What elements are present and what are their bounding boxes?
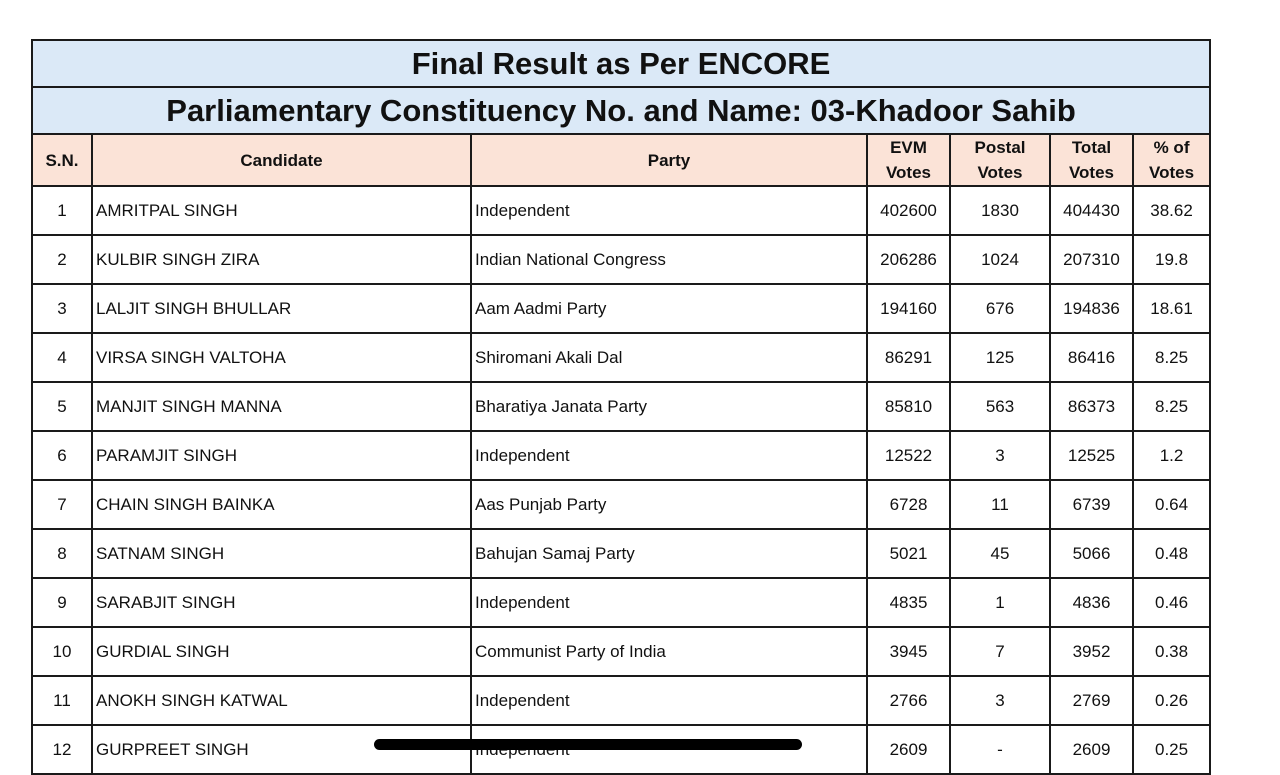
cell-evm-votes: 2766 [867,676,950,725]
cell-candidate: SARABJIT SINGH [92,578,471,627]
cell-sn: 2 [32,235,92,284]
cell-sn: 10 [32,627,92,676]
table-row [32,382,1210,431]
cell-party: Independent [471,578,867,627]
cell-percent-votes: 0.25 [1133,725,1210,774]
cell-total-votes: 2769 [1050,676,1133,725]
cell-sn: 12 [32,725,92,774]
cell-sn: 1 [32,186,92,235]
cell-sn: 3 [32,284,92,333]
cell-candidate: LALJIT SINGH BHULLAR [92,284,471,333]
header-percent-votes [1133,134,1210,186]
cell-postal-votes: 11 [950,480,1050,529]
header-total-line1: Total [1071,138,1112,157]
cell-party: Independent [471,431,867,480]
cell-party: Communist Party of India [471,627,867,676]
cell-party: Independent [471,676,867,725]
cell-sn: 11 [32,676,92,725]
header-evm-line1: EVM [890,138,927,157]
cell-postal-votes: 1024 [950,235,1050,284]
cell-evm-votes: 12522 [867,431,950,480]
cell-candidate: CHAIN SINGH BAINKA [92,480,471,529]
cell-percent-votes: 18.61 [1133,284,1210,333]
table-row [32,186,1210,235]
cell-evm-votes: 6728 [867,480,950,529]
cell-candidate: GURDIAL SINGH [92,627,471,676]
cell-sn: 4 [32,333,92,382]
cell-candidate: MANJIT SINGH MANNA [92,382,471,431]
table-row [32,578,1210,627]
cell-postal-votes: 125 [950,333,1050,382]
cell-total-votes: 86373 [1050,382,1133,431]
header-party: Party [471,134,867,186]
cell-postal-votes: 3 [950,431,1050,480]
header-postal-votes [950,134,1050,186]
cell-postal-votes: 563 [950,382,1050,431]
cell-total-votes: 2609 [1050,725,1133,774]
cell-party: Aas Punjab Party [471,480,867,529]
cell-sn: 6 [32,431,92,480]
cell-postal-votes: 45 [950,529,1050,578]
header-postal-line2: Votes [977,163,1023,182]
cell-percent-votes: 0.26 [1133,676,1210,725]
cell-sn: 8 [32,529,92,578]
table-row [32,235,1210,284]
cell-percent-votes: 19.8 [1133,235,1210,284]
cell-party: Independent [471,186,867,235]
cell-total-votes: 6739 [1050,480,1133,529]
cell-candidate: KULBIR SINGH ZIRA [92,235,471,284]
cell-postal-votes: 1830 [950,186,1050,235]
cell-sn: 7 [32,480,92,529]
cell-evm-votes: 86291 [867,333,950,382]
cell-candidate: GURPREET SINGH [92,725,471,774]
cell-total-votes: 86416 [1050,333,1133,382]
header-postal-line1: Postal [974,138,1026,157]
cell-evm-votes: 85810 [867,382,950,431]
cell-candidate: AMRITPAL SINGH [92,186,471,235]
cell-party: Bahujan Samaj Party [471,529,867,578]
subtitle-row [32,87,1210,134]
home-indicator-bar[interactable] [374,739,802,750]
table-row [32,284,1210,333]
cell-evm-votes: 2609 [867,725,950,774]
cell-percent-votes: 38.62 [1133,186,1210,235]
cell-evm-votes: 4835 [867,578,950,627]
header-sn: S.N. [32,134,92,186]
cell-postal-votes: 7 [950,627,1050,676]
results-sheet [31,39,1209,775]
cell-evm-votes: 5021 [867,529,950,578]
cell-party: Indian National Congress [471,235,867,284]
table-row [32,529,1210,578]
cell-evm-votes: 194160 [867,284,950,333]
header-evm-votes [867,134,950,186]
header-evm-line2: Votes [885,163,932,182]
table-row [32,480,1210,529]
cell-candidate: SATNAM SINGH [92,529,471,578]
cell-total-votes: 207310 [1050,235,1133,284]
cell-party: Aam Aadmi Party [471,284,867,333]
cell-total-votes: 5066 [1050,529,1133,578]
cell-postal-votes: - [950,725,1050,774]
results-table [31,39,1211,775]
cell-percent-votes: 0.46 [1133,578,1210,627]
header-total-votes [1050,134,1133,186]
cell-postal-votes: 3 [950,676,1050,725]
cell-evm-votes: 402600 [867,186,950,235]
cell-total-votes: 404430 [1050,186,1133,235]
cell-percent-votes: 0.48 [1133,529,1210,578]
header-pct-line1: % of [1153,138,1190,157]
cell-postal-votes: 676 [950,284,1050,333]
cell-evm-votes: 206286 [867,235,950,284]
cell-sn: 9 [32,578,92,627]
cell-percent-votes: 0.38 [1133,627,1210,676]
header-pct-line2: Votes [1149,163,1195,182]
cell-percent-votes: 8.25 [1133,333,1210,382]
constituency-title: Parliamentary Constituency No. and Name: 03-Khadoor Sahib [32,87,1210,134]
header-row [32,134,1210,186]
cell-party: Bharatiya Janata Party [471,382,867,431]
table-row [32,627,1210,676]
cell-percent-votes: 1.2 [1133,431,1210,480]
cell-percent-votes: 8.25 [1133,382,1210,431]
title-row [32,40,1210,87]
cell-sn: 5 [32,382,92,431]
header-total-line2: Votes [1068,163,1115,182]
table-row [32,676,1210,725]
cell-candidate: VIRSA SINGH VALTOHA [92,333,471,382]
table-row [32,333,1210,382]
table-row [32,431,1210,480]
cell-postal-votes: 1 [950,578,1050,627]
header-candidate: Candidate [92,134,471,186]
cell-evm-votes: 3945 [867,627,950,676]
report-title: Final Result as Per ENCORE [32,40,1210,87]
cell-percent-votes: 0.64 [1133,480,1210,529]
cell-candidate: PARAMJIT SINGH [92,431,471,480]
cell-candidate: ANOKH SINGH KATWAL [92,676,471,725]
cell-total-votes: 4836 [1050,578,1133,627]
cell-total-votes: 12525 [1050,431,1133,480]
cell-total-votes: 194836 [1050,284,1133,333]
cell-total-votes: 3952 [1050,627,1133,676]
cell-party: Shiromani Akali Dal [471,333,867,382]
